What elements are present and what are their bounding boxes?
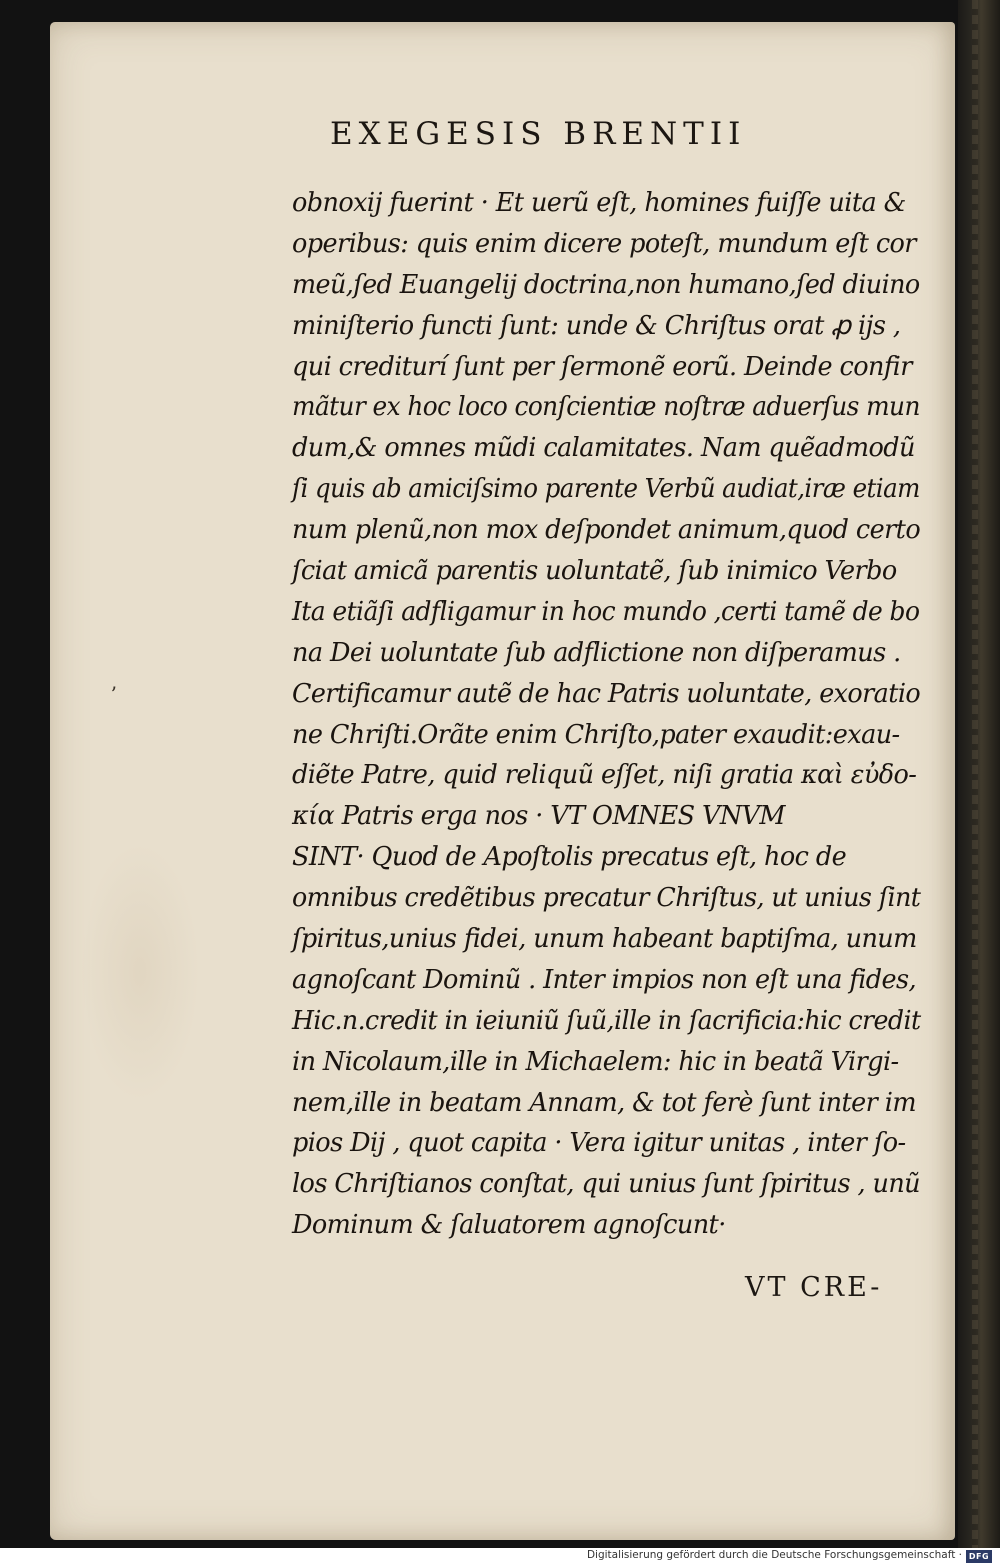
text-line: meũ,ſed Euangelij doctrina,non humano,ſed diuino	[292, 269, 920, 300]
text-line: in Nicolaum,ille in Michaelem: hic in beatã Virgi-	[292, 1046, 899, 1077]
running-head: EXEGESIS BRENTII	[330, 116, 747, 152]
text-line: ne Chriſti.Orãte enim Chriſto,pater exaudit:exau-	[292, 719, 900, 750]
dfg-logo[interactable]: DFG	[966, 1550, 992, 1563]
text-line: Ita etiãſi adfligamur in hoc mundo ,certi tamẽ de bo	[292, 596, 920, 627]
text-line: κία Patris erga nos · VT OMNES VNVM	[292, 801, 785, 832]
text-line: num plenũ,non mox deſpondet animum,quod certo	[292, 515, 921, 546]
text-line: pios Dij , quot capita · Vera igitur unitas , inter ſo-	[292, 1128, 906, 1159]
text-line: ſi quis ab amiciſsimo parente Verbũ audiat,iræ etiam	[292, 474, 920, 505]
text-line: ſpiritus,unius fidei, unum habeant baptiſma, unum	[292, 924, 917, 955]
catchword: VT CRE-	[745, 1272, 883, 1303]
text-line: ſciat amicã parentis uoluntatẽ, ſub inimico Verbo	[292, 556, 897, 587]
footer-credit: Digitalisierung gefördert durch die Deutsche Forschungsgemeinschaft ·	[586, 1549, 962, 1561]
paper-stain	[80, 842, 200, 1102]
text-line: Certificamur autẽ de hac Patris uoluntate, exoratio	[292, 678, 921, 709]
text-line: dum,& omnes mũdi calamitates. Nam quẽadmodũ	[292, 433, 915, 464]
text-line: los Chriſtianos conſtat, qui unius ſunt ſpiritus , unũ	[292, 1169, 920, 1200]
text-line: SINT· Quod de Apoſtolis precatus eſt, hoc de	[292, 842, 847, 873]
text-line: operibus: quis enim dicere poteſt, mundum eſt cor	[292, 228, 916, 259]
margin-mark: ʼ	[110, 682, 117, 706]
text-line: Hic.n.credit in ieiuniũ ſuũ,ille in ſacrificia:hic credit	[292, 1005, 921, 1036]
text-line: miniſterio functi ſunt: unde & Chriſtus orat ꝓ ijs ,	[292, 310, 901, 341]
text-line: agnoſcant Dominũ . Inter impios non eſt una fides,	[292, 964, 917, 995]
text-line: diẽte Patre, quid reliquũ eſſet, niſi gratia καὶ εὐδο-	[292, 760, 917, 791]
body-text	[292, 183, 932, 1246]
text-line: omnibus credẽtibus precatur Chriſtus, ut unius ſint	[292, 883, 921, 914]
text-line: mãtur ex hoc loco conſcientiæ noſtræ aduerſus mun	[292, 392, 920, 423]
text-line: qui crediturí ſunt per ſermonẽ eorũ. Deinde confir	[292, 351, 912, 382]
text-line: nem,ille in beatam Annam, & tot ferè ſunt inter im	[292, 1087, 916, 1118]
text-line: obnoxij fuerint · Et uerũ eſt, homines fuiſſe uita &	[292, 188, 906, 218]
text-line: na Dei uoluntate ſub adflictione non diſperamus .	[292, 637, 901, 668]
text-line: Dominum & ſaluatorem agnoſcunt·	[292, 1210, 726, 1241]
book-board-edge	[958, 0, 1000, 1548]
